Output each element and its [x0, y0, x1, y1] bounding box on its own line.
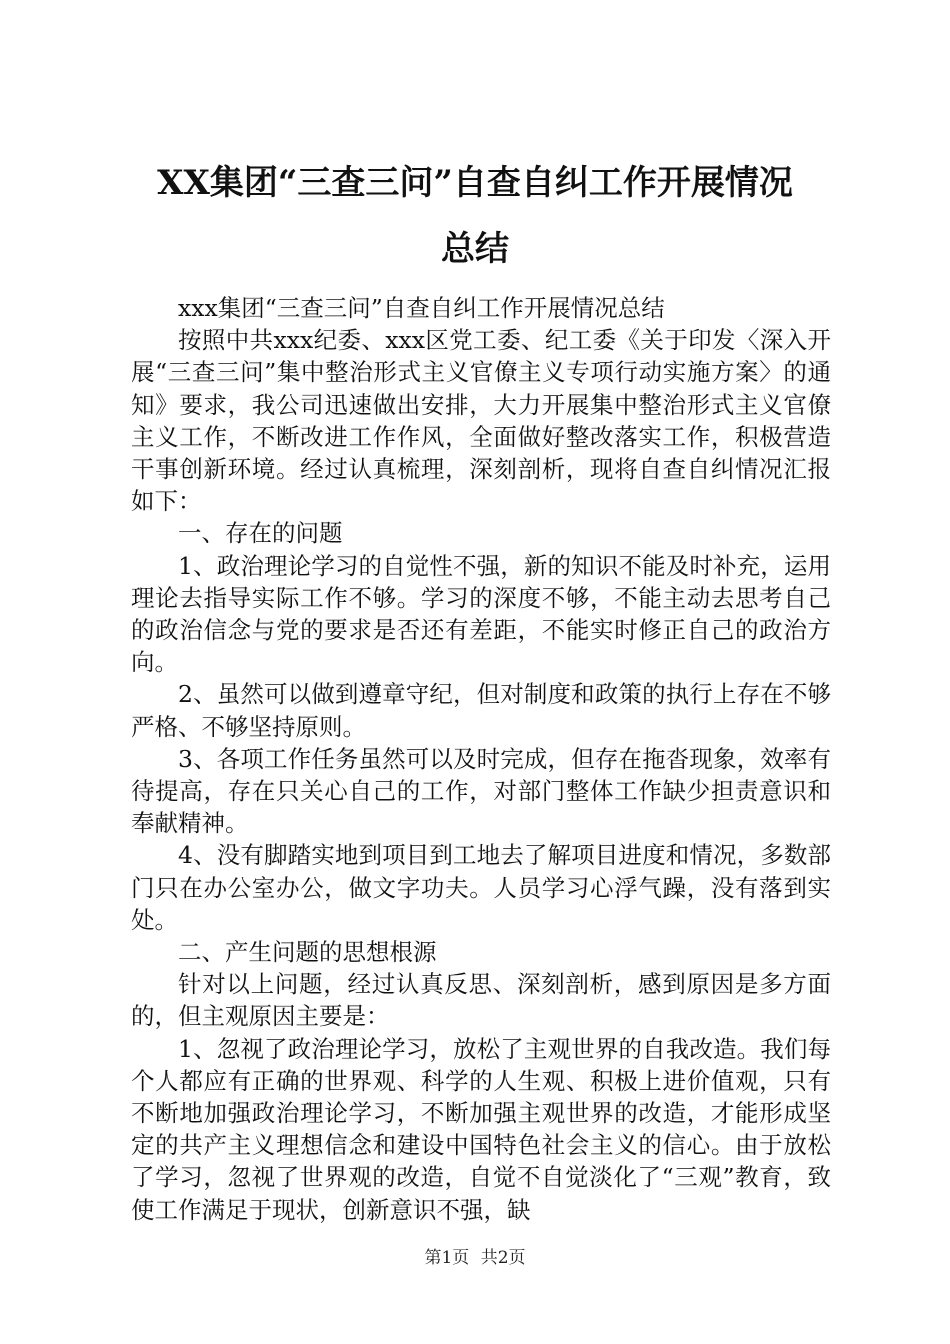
- body-paragraph: 4、没有脚踏实地到项目到工地去了解项目进度和情况，多数部门只在办公室办公，做文字功夫。人员学习心浮气躁，没有落到实处。: [131, 841, 831, 934]
- document-title-line-1: XX集团“三查三问”自查自纠工作开展情况: [157, 163, 793, 203]
- body-paragraph: 3、各项工作任务虽然可以及时完成，但存在拖沓现象，效率有待提高，存在只关心自己的工作，对部门整体工作缺少担责意识和奉献精神。: [131, 744, 831, 838]
- body-paragraph: 针对以上问题，经过认真反思、深刻剖析，感到原因是多方面的，但主观原因主要是：: [131, 970, 831, 1031]
- body-paragraph: 1、忽视了政治理论学习，放松了主观世界的自我改造。我们每个人都应有正确的世界观、科学的人生观、积极上进价值观，只有不断地加强政治理论学习，不断加强主观世界的改造，才能形成坚定的共产主义理想信念和建设中国特色社会主义的信心。由于放松了学习，忽视了世界观的改造，自觉不自觉淡化了“三观”教育，致使工作满足于现状，创新意识不强，缺: [131, 1034, 831, 1224]
- body-subtitle: xxx集团“三查三问”自查自纠工作开展情况总结: [178, 294, 665, 322]
- body-paragraph: 按照中共xxx纪委、xxx区党工委、纪工委《关于印发〈深入开展“三查三问”集中整治形式主义官僚主义专项行动实施方案〉的通知》要求，我公司迅速做出安排，大力开展集中整治形式主义官僚主义工作，不断改进工作作风，全面做好整改落实工作，积极营造干事创新环境。经过认真梳理，深刻剖析，现将自查自纠情况汇报如下：: [131, 326, 831, 516]
- section-heading: 二、产生问题的思想根源: [178, 938, 437, 967]
- section-heading: 一、存在的问题: [178, 519, 343, 548]
- body-paragraph: 1、政治理论学习的自觉性不强，新的知识不能及时补充，运用理论去指导实际工作不够。学习的深度不够，不能主动去思考自己的政治信念与党的要求是否还有差距，不能实时修正自己的政治方向。: [131, 551, 831, 677]
- body-paragraph: 2、虽然可以做到遵章守纪，但对制度和政策的执行上存在不够严格、不够坚持原则。: [131, 680, 831, 741]
- document-body: [131, 292, 831, 1226]
- page-number-footer: 第1页 共2页: [424, 1248, 526, 1268]
- document-title-line-2: 总结: [441, 229, 509, 269]
